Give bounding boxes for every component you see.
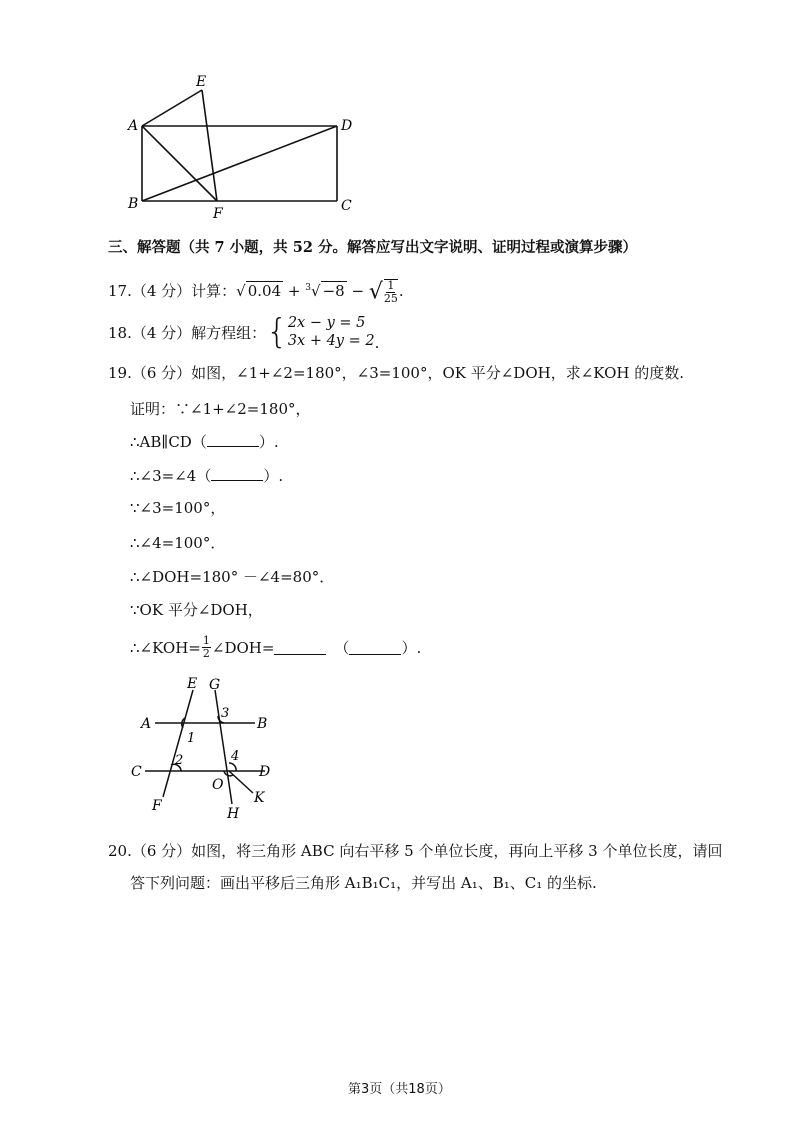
label-b: B [128, 196, 139, 212]
fig-label-h: H [227, 806, 240, 822]
q19-line6: ∴∠DOH=180° －∠4=80°． [130, 568, 335, 586]
q19-line3b: ）. [263, 467, 284, 485]
q17-cbrt-sign: √ [311, 282, 321, 300]
fig-label-d: D [259, 764, 271, 780]
q20-line2: 答下列问题：画出平移后三角形 A₁B₁C₁，并写出 A₁、B₁、C₁ 的坐标. [130, 874, 597, 892]
label-d: D [341, 118, 353, 134]
q19-blank-4[interactable] [349, 640, 401, 655]
q19-line2b: ）. [258, 433, 279, 451]
fig-label-c: C [131, 764, 142, 780]
q19-line2 [130, 431, 279, 452]
q17-sqrt-arg: 0.04 [247, 282, 282, 300]
q18-eq1: 2x − y = 5 [287, 315, 366, 331]
fig-label-a: A [141, 716, 152, 732]
q19-line8 [130, 635, 421, 660]
q17-frac-den: 25 [383, 292, 398, 305]
q19-line3 [130, 465, 283, 486]
page-footer: 第3页（共18页） [348, 1082, 451, 1097]
q19-blank-1[interactable] [207, 432, 259, 447]
q17-frac-num: 1 [387, 279, 395, 292]
label-a: A [128, 118, 139, 134]
fig-label-k: K [254, 790, 265, 806]
question-17 [108, 279, 404, 305]
fig-label-e: E [187, 676, 198, 692]
q17-minus: − [351, 282, 365, 300]
label-e: E [196, 74, 207, 90]
q17-cbrt-index: 3 [305, 283, 312, 293]
q17-sqrt-sign: √ [236, 282, 246, 300]
fig-label-3: 3 [221, 706, 230, 721]
fig-label-o: O [212, 777, 224, 793]
q19-blank-3[interactable] [274, 640, 326, 655]
q19-line8a: ∴∠KOH= [130, 638, 201, 657]
q17-end: . [398, 282, 404, 300]
fig-label-g: G [209, 677, 221, 693]
section-heading: 三、解答题（共 7 小题，共 52 分。解答应写出文字说明、证明过程或演算步骤） [108, 239, 637, 256]
label-f: F [213, 206, 223, 220]
q17-sqrt-sign-2: √ [368, 279, 383, 305]
q18-system [288, 314, 375, 350]
figure-rectangle-abcd [120, 70, 360, 220]
q17-fraction [384, 279, 398, 305]
fig-label-4: 4 [231, 749, 240, 764]
q19-line7: ∵OK 平分∠DOH， [130, 601, 263, 619]
q19-blank-2[interactable] [211, 466, 263, 481]
q18-brace: { [266, 312, 288, 352]
q17-cbrt-arg: −8 [322, 282, 345, 300]
q19-line4: ∵∠3=100°， [130, 499, 226, 517]
q19-fraction [202, 635, 211, 660]
q20-line1: 20.（6 分）如图，将三角形 ABC 向右平移 5 个单位长度，再向上平移 3 个单位长度，请回 [108, 842, 723, 860]
q19-line5: ∴∠4=100°． [130, 534, 226, 552]
fig-label-b: B [257, 716, 268, 732]
q19-line8b: ∠DOH= [211, 638, 275, 657]
fig-label-2: 2 [175, 753, 184, 768]
q19-stem: 19.（6 分）如图，∠1+∠2=180°，∠3=100°，OK 平分∠DOH，求∠KOH 的度数. [108, 364, 685, 382]
q19-line8c: （ [334, 639, 350, 657]
q19-line1: 证明：∵∠1+∠2=180°， [130, 400, 311, 418]
label-c: C [341, 198, 352, 214]
figure-parallel-lines [125, 672, 285, 824]
q19-frac-den: 2 [202, 647, 210, 660]
q19-line2a: ∴AB∥CD（ [130, 433, 207, 451]
q18-end: . [374, 334, 380, 352]
q19-frac-num: 1 [202, 634, 210, 647]
fig-label-1: 1 [187, 731, 196, 746]
fig-label-f: F [152, 798, 162, 814]
q17-number: 17.（4 分）计算： [108, 282, 237, 300]
q19-line3a: ∴∠3=∠4（ [130, 467, 212, 485]
q18-eq2: 3x + 4y = 2 [287, 333, 375, 349]
q17-plus: + [287, 282, 301, 300]
question-18 [108, 312, 379, 352]
q18-number: 18.（4 分）解方程组： [108, 323, 267, 342]
q19-line8d: ）. [401, 639, 422, 657]
